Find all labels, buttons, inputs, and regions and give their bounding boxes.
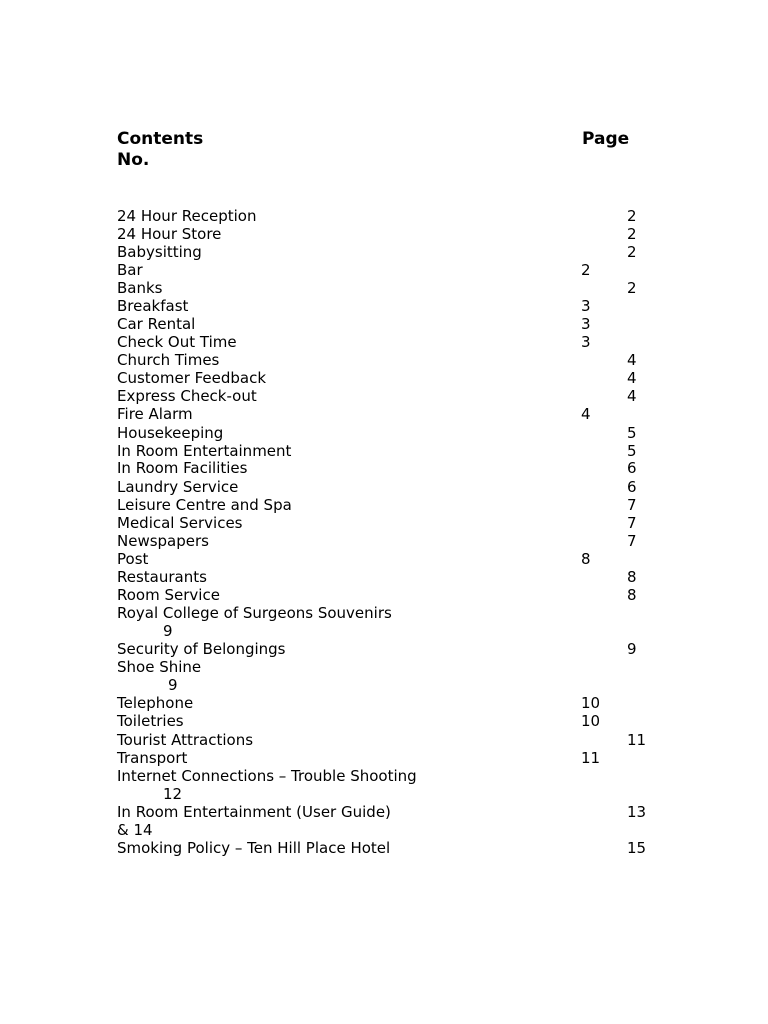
contents-heading: Contents [117, 129, 204, 149]
toc-entry-page: 11 [581, 749, 601, 767]
toc-entry-title: Transport [117, 749, 188, 767]
toc-entry-title: Internet Connections – Trouble Shooting [117, 767, 417, 785]
toc-entry-page: 2 [627, 225, 637, 243]
toc-entry-title: Leisure Centre and Spa [117, 496, 292, 514]
toc-entry-title: Newspapers [117, 532, 209, 550]
toc-entry-page: 12 [163, 785, 183, 803]
toc-entry-title: Tourist Attractions [117, 731, 254, 749]
toc-entry-title: Church Times [117, 351, 220, 369]
toc-entry-title: Fire Alarm [117, 405, 193, 423]
toc-entry-page: 6 [627, 459, 637, 477]
toc-entry-title: Laundry Service [117, 478, 239, 496]
toc-entry-title: In Room Facilities [117, 459, 248, 477]
toc-entry-title: Babysitting [117, 243, 202, 261]
toc-entry-title: Bar [117, 261, 143, 279]
toc-entry-title: Breakfast [117, 297, 189, 315]
toc-entry-page: 4 [627, 387, 637, 405]
toc-entry-title: In Room Entertainment [117, 442, 292, 460]
toc-entry-title: Car Rental [117, 315, 196, 333]
toc-entry-page: 3 [581, 297, 591, 315]
toc-entry-page: 2 [627, 279, 637, 297]
toc-entry-title: Room Service [117, 586, 220, 604]
toc-entry-title: Medical Services [117, 514, 243, 532]
toc-entry-title: 24 Hour Reception [117, 207, 257, 225]
toc-entry-page: 9 [627, 640, 637, 658]
toc-entry-page: 6 [627, 478, 637, 496]
toc-entry-title: Shoe Shine [117, 658, 202, 676]
toc-entry-page: 7 [627, 496, 637, 514]
toc-entry-title: Security of Belongings [117, 640, 286, 658]
toc-entry-title: Customer Feedback [117, 369, 267, 387]
toc-entry-title: Check Out Time [117, 333, 237, 351]
toc-entry-page: 4 [627, 351, 637, 369]
toc-entry-page: 8 [627, 568, 637, 586]
toc-entry-title: Restaurants [117, 568, 207, 586]
toc-entry-page: 2 [627, 207, 637, 225]
toc-entry-page: 8 [581, 550, 591, 568]
toc-entry-page: 11 [627, 731, 647, 749]
toc-entry-page: 4 [581, 405, 591, 423]
toc-entry-page: 10 [581, 694, 601, 712]
toc-entry-page: 3 [581, 333, 591, 351]
toc-entry-page: 3 [581, 315, 591, 333]
toc-entry-page: 2 [627, 243, 637, 261]
toc-entry-page: 15 [627, 839, 647, 857]
toc-entry-title: Toiletries [117, 712, 184, 730]
page-number-heading-continued: No. [117, 150, 150, 170]
toc-entry-page: 5 [627, 424, 637, 442]
toc-entry-page: 8 [627, 586, 637, 604]
toc-entry-page: 13 [627, 803, 647, 821]
toc-entry-title: Royal College of Surgeons Souvenirs [117, 604, 392, 622]
toc-entry-title: Housekeeping [117, 424, 224, 442]
toc-entry-page: 9 [168, 676, 178, 694]
toc-entry-title: In Room Entertainment (User Guide) [117, 803, 391, 821]
toc-entry-title: Express Check-out [117, 387, 257, 405]
toc-entry-page: 10 [581, 712, 601, 730]
toc-entry-title: Telephone [117, 694, 194, 712]
toc-entry-title: Post [117, 550, 149, 568]
toc-entry-page: 4 [627, 369, 637, 387]
toc-entry-title: & 14 [117, 821, 153, 839]
page-column-heading: Page [582, 129, 630, 149]
toc-entry-title: Smoking Policy – Ten Hill Place Hotel [117, 839, 391, 857]
toc-entry-title: Banks [117, 279, 163, 297]
toc-entry-page: 7 [627, 532, 637, 550]
toc-entry-title: 24 Hour Store [117, 225, 222, 243]
toc-entry-page: 2 [581, 261, 591, 279]
toc-entry-page: 5 [627, 442, 637, 460]
toc-entry-page: 9 [163, 622, 173, 640]
toc-entry-page: 7 [627, 514, 637, 532]
